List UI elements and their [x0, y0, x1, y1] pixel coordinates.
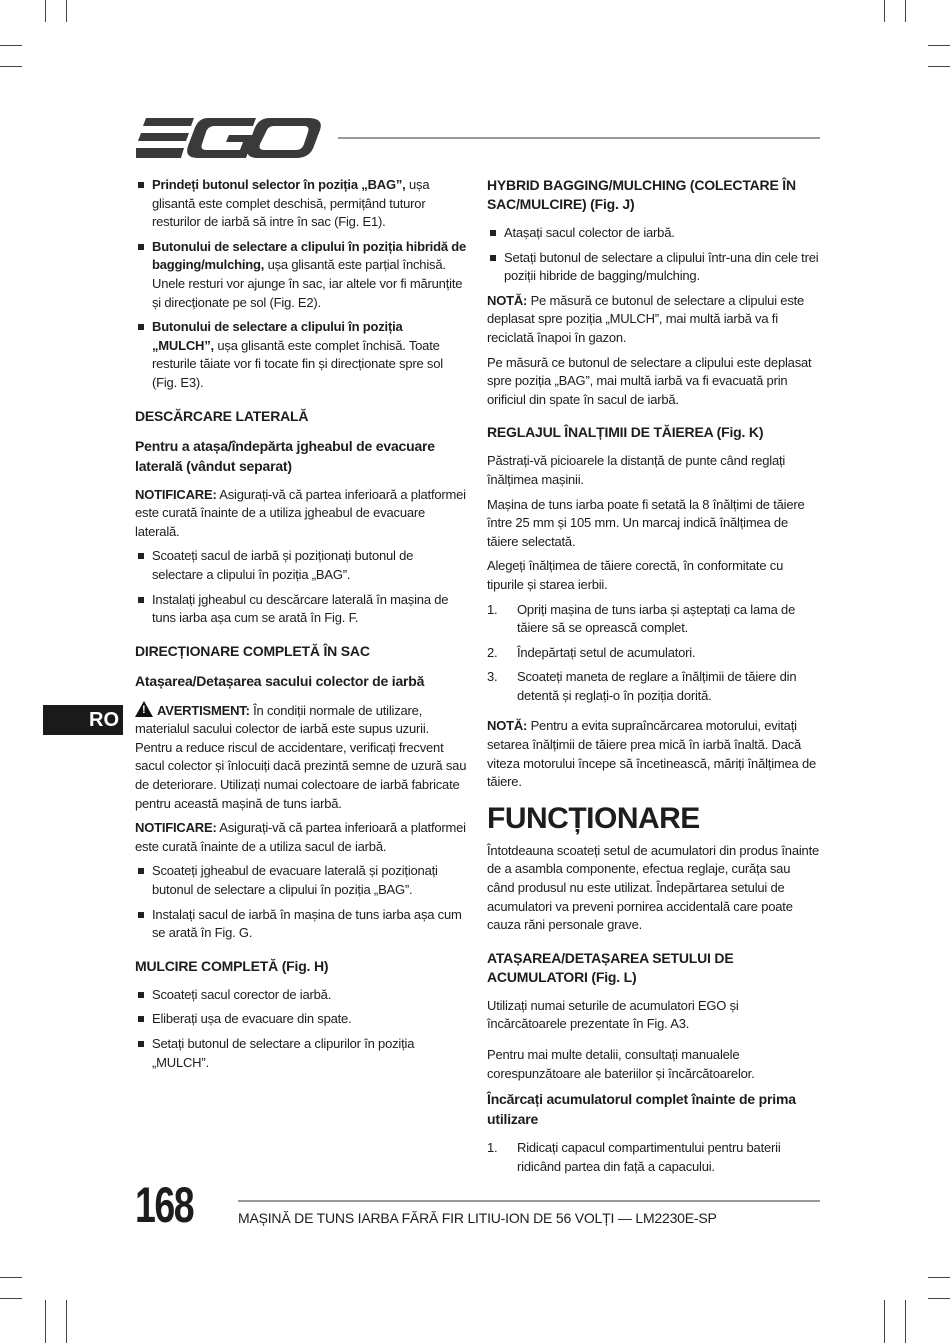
- section-heading-height: REGLAJUL ÎNALȚIMII DE TĂIEREA (Fig. K): [487, 424, 764, 441]
- paragraph: Utilizați numai seturile de acumulatori EGO și încărcătoarele prezentate în Fig. A3.: [487, 997, 739, 1032]
- crop-mark: [66, 1300, 67, 1343]
- list-item: Butonului de selectare a clipului în poziția „MULCH”, ușa glisantă este complet închisă. Toate resturile tăiate vor fi tocate fin și direcționate spre sol (Fig. E3).: [135, 318, 467, 392]
- crop-mark: [0, 1277, 22, 1278]
- list-item: Prindeți butonul selector în poziția „BAG”, ușa glisantă este complet deschisă, permițând tuturor resturilor de iarbă să intre în sac (Fig. E1).: [135, 176, 467, 232]
- crop-mark: [928, 66, 950, 67]
- list-item: Instalați sacul de iarbă în mașina de tuns iarba așa cum se arată în Fig. G.: [135, 906, 467, 943]
- crop-mark: [928, 1298, 950, 1299]
- footer-rule: [238, 1200, 820, 1202]
- paragraph: Alegeți înălțimea de tăiere corectă, în conformitate cu tipurile și starea ierbii.: [487, 558, 784, 592]
- warning-paragraph: !AVERTISMENT: În condiții normale de utilizare, materialul sacului colector de iarbă este supus uzurii. Pentru a reduce riscul de accidentare, verificați frecvent sacul colector și înlocuiți dacă prezintă semne de uzură sau de deteriorare. Utilizați numai colectoare de iarbă fabricate pentru această mașină de tuns iarbă.: [135, 701, 467, 814]
- footer-title: MAȘINĂ DE TUNS IARBA FĂRĂ FIR LITIU-ION DE 56 VOLȚI — LM2230E-SP: [238, 1210, 717, 1226]
- subheading-charge: Încărcați acumulatorul complet înainte de prima utilizare: [487, 1091, 796, 1128]
- crop-mark: [884, 0, 885, 22]
- list-item: 1. Ridicați capacul compartimentului pentru baterii ridicând partea din față a capacului.: [487, 1140, 781, 1174]
- crop-mark: [928, 1277, 950, 1278]
- paragraph: Mașina de tuns iarba poate fi setată la 8 înălțimi de tăiere între 25 mm și 105 mm. Un marcaj indică înălțimea de tăiere selectată.: [487, 496, 805, 549]
- list-item: Butonului de selectare a clipului în poziția hibridă de bagging/mulching, ușa glisantă este parțial închisă. Unele resturi vor ajunge în sac, iar altele vor fi mărunțite și direcționate pe sol (Fig. E2).: [135, 238, 467, 312]
- crop-mark: [66, 0, 67, 22]
- paragraph: Întotdeauna scoateți setul de acumulatori din produs înainte de a asambla componente, efectua reglaje, curăța sau când produsul nu este utilizat. Îndepărtarea setului de acumulatori va preveni pornirea accidentală care poate cauza răni personale grave.: [487, 842, 820, 933]
- bag-position-list: [135, 176, 467, 393]
- ego-logo: [136, 116, 322, 160]
- crop-mark: [45, 1300, 46, 1343]
- crop-mark: [0, 1298, 22, 1299]
- right-column: [487, 176, 820, 1182]
- battery-steps: [487, 1139, 820, 1176]
- language-tab: RO: [43, 705, 123, 735]
- subheading-bag-attach: Atașarea/Detașarea sacului colector de iarbă: [135, 672, 425, 689]
- side-chute-list: [135, 547, 467, 627]
- list-item: Atașați sacul colector de iarbă.: [487, 224, 820, 243]
- list-item: Setați butonul de selectare a clipurilor în poziția „MULCH”.: [135, 1035, 467, 1072]
- section-heading-side-discharge: DESCĂRCARE LATERALĂ: [135, 407, 309, 424]
- paragraph: Pentru mai multe detalii, consultați manualele corespunzătoare ale bateriilor și încărcătoarelor.: [487, 1047, 755, 1081]
- left-column: [135, 176, 467, 1078]
- list-item: Setați butonul de selectare a clipului într-una din cele trei poziții hibride de bagging/mulching.: [487, 249, 820, 286]
- list-item: Instalați jgheabul cu descărcare laterală în mașina de tuns iarba așa cum se arată în Fig. F.: [135, 591, 467, 628]
- list-item: Eliberați ușa de evacuare din spate.: [135, 1010, 467, 1029]
- crop-mark: [0, 45, 22, 46]
- section-title-operation: FUNCȚIONARE: [487, 801, 700, 835]
- mulching-list: [135, 986, 467, 1072]
- list-item: Scoateți sacul de iarbă și poziționați butonul de selectare a clipului în poziția „BAG”.: [135, 547, 467, 584]
- notice-paragraph: NOTIFICARE: Asigurați-vă că partea inferioară a platformei este curată înainte de a utiliza sacul de iarbă.: [135, 820, 466, 854]
- crop-mark: [928, 45, 950, 46]
- warning-icon: [135, 701, 153, 717]
- paragraph: Păstrați-vă picioarele la distanță de punte când reglați înălțimea mașinii.: [487, 453, 786, 487]
- list-item: 2. Îndepărtați setul de acumulatori.: [487, 644, 696, 660]
- section-heading-bagging: DIRECȚIONARE COMPLETĂ ÎN SAC: [135, 642, 370, 659]
- section-heading-mulching: MULCIRE COMPLETĂ (Fig. H): [135, 957, 329, 974]
- bag-install-list: [135, 862, 467, 942]
- crop-mark: [884, 1300, 885, 1343]
- crop-mark: [905, 0, 906, 22]
- note-paragraph: NOTĂ: Pe măsură ce butonul de selectare a clipului este deplasat spre poziția „MULCH”, mai multă iarbă va fi reciclată înapoi în gazon.: [487, 292, 805, 345]
- height-steps: [487, 601, 820, 706]
- page-number: 168: [135, 1177, 194, 1233]
- crop-mark: [905, 1300, 906, 1343]
- subheading-side-chute: Pentru a atașa/îndepărta jgheabul de evacuare laterală (vândut separat): [135, 437, 435, 474]
- hybrid-list: [487, 224, 820, 286]
- notice-paragraph: NOTIFICARE: Asigurați-vă că partea inferioară a platformei este curată înainte de a utiliza jgheabul de evacuare laterală.: [135, 486, 466, 539]
- list-item: Scoateți jgheabul de evacuare laterală și poziționați butonul de selectare a clipului în poziția „BAG”.: [135, 862, 467, 899]
- header-rule: [338, 137, 820, 139]
- crop-mark: [0, 66, 22, 67]
- section-heading-battery: ATAȘAREA/DETAȘAREA SETULUI DE ACUMULATORI (Fig. L): [487, 949, 734, 985]
- note-paragraph: NOTĂ: Pentru a evita supraîncărcarea motorului, evitați setarea înălțimii de tăiere prea mică în iarbă înaltă. Dacă viteza motorului începe să încetinească, măriți înălțimea de tăiere.: [487, 718, 817, 790]
- list-item: 3. Scoateți maneta de reglare a înălțimii de tăiere din detentă și reglați-o în poziția dorită.: [487, 669, 797, 703]
- section-heading-hybrid: HYBRID BAGGING/MULCHING (COLECTARE ÎN SAC/MULCIRE) (Fig. J): [487, 177, 796, 212]
- paragraph: Pe măsură ce butonul de selectare a clipului este deplasat spre poziția „BAG”, mai multă iarbă va fi evacuată prin orificiul din spate în sacul de iarbă.: [487, 354, 812, 407]
- list-item: Scoateți sacul corector de iarbă.: [135, 986, 467, 1005]
- crop-mark: [45, 0, 46, 22]
- list-item: 1. Opriți mașina de tuns iarba și așteptați ca lama de tăiere să se oprească complet.: [487, 601, 796, 636]
